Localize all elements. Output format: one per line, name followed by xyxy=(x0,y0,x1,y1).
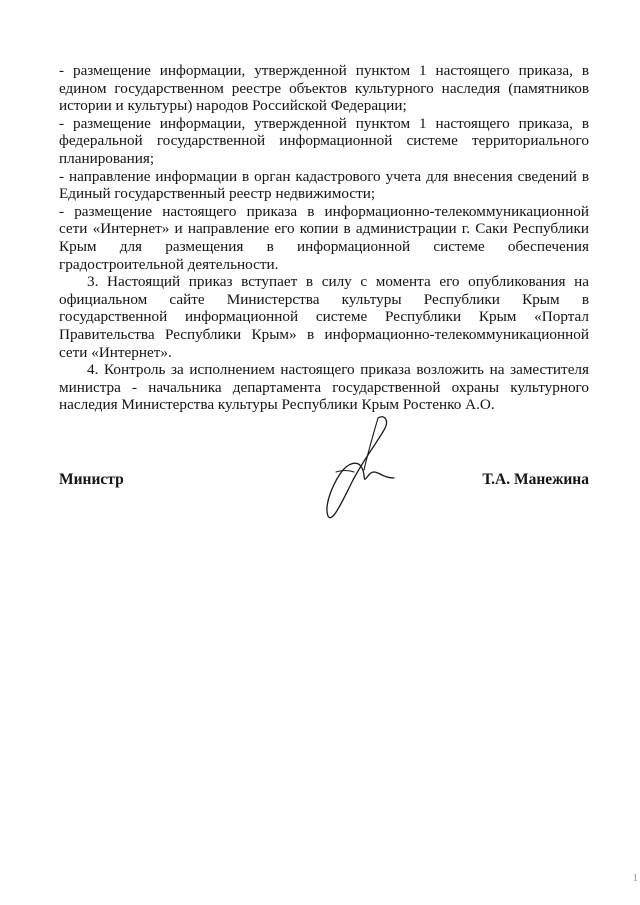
handwritten-signature xyxy=(318,412,398,530)
list-item-cadastral: - направление информации в орган кадастрового учета для внесения сведений в Единый государственный реестр недвижимости; xyxy=(59,167,589,203)
page-number: 1 xyxy=(632,872,638,884)
clause-4: 4. Контроль за исполнением настоящего приказа возложить на заместителя министра - начальника департамента государственной охраны культурного наследия Министерства культуры Республики Крым Ростенко А.О. xyxy=(59,361,589,414)
list-item-internet: - размещение настоящего приказа в информационно-телекоммуникационной сети «Интернет» и направление его копии в администрации г. Саки Республики Крым для размещения в информационной системе обеспечения градостроительной деятельности. xyxy=(59,202,589,273)
signatory-title: Министр xyxy=(59,471,124,488)
list-item-registry: - размещение информации, утвержденной пунктом 1 настоящего приказа, в едином государственном реестре объектов культурного наследия (памятников истории и культуры) народов Российской Федерации; xyxy=(59,62,589,115)
clause-3: 3. Настоящий приказ вступает в силу с момента его опубликования на официальном сайте Министерства культуры Республики Крым в государственной информационной системе Республики Крым «Портал Правительства Республики Крым» в информационно-телекоммуникационной сети «Интернет». xyxy=(59,273,589,361)
signatory-name: Т.А. Манежина xyxy=(482,471,589,488)
list-item-planning-system: - размещение информации, утвержденной пунктом 1 настоящего приказа, в федеральной государственной информационной системе территориального планирования; xyxy=(59,114,589,167)
document-body xyxy=(59,62,589,414)
